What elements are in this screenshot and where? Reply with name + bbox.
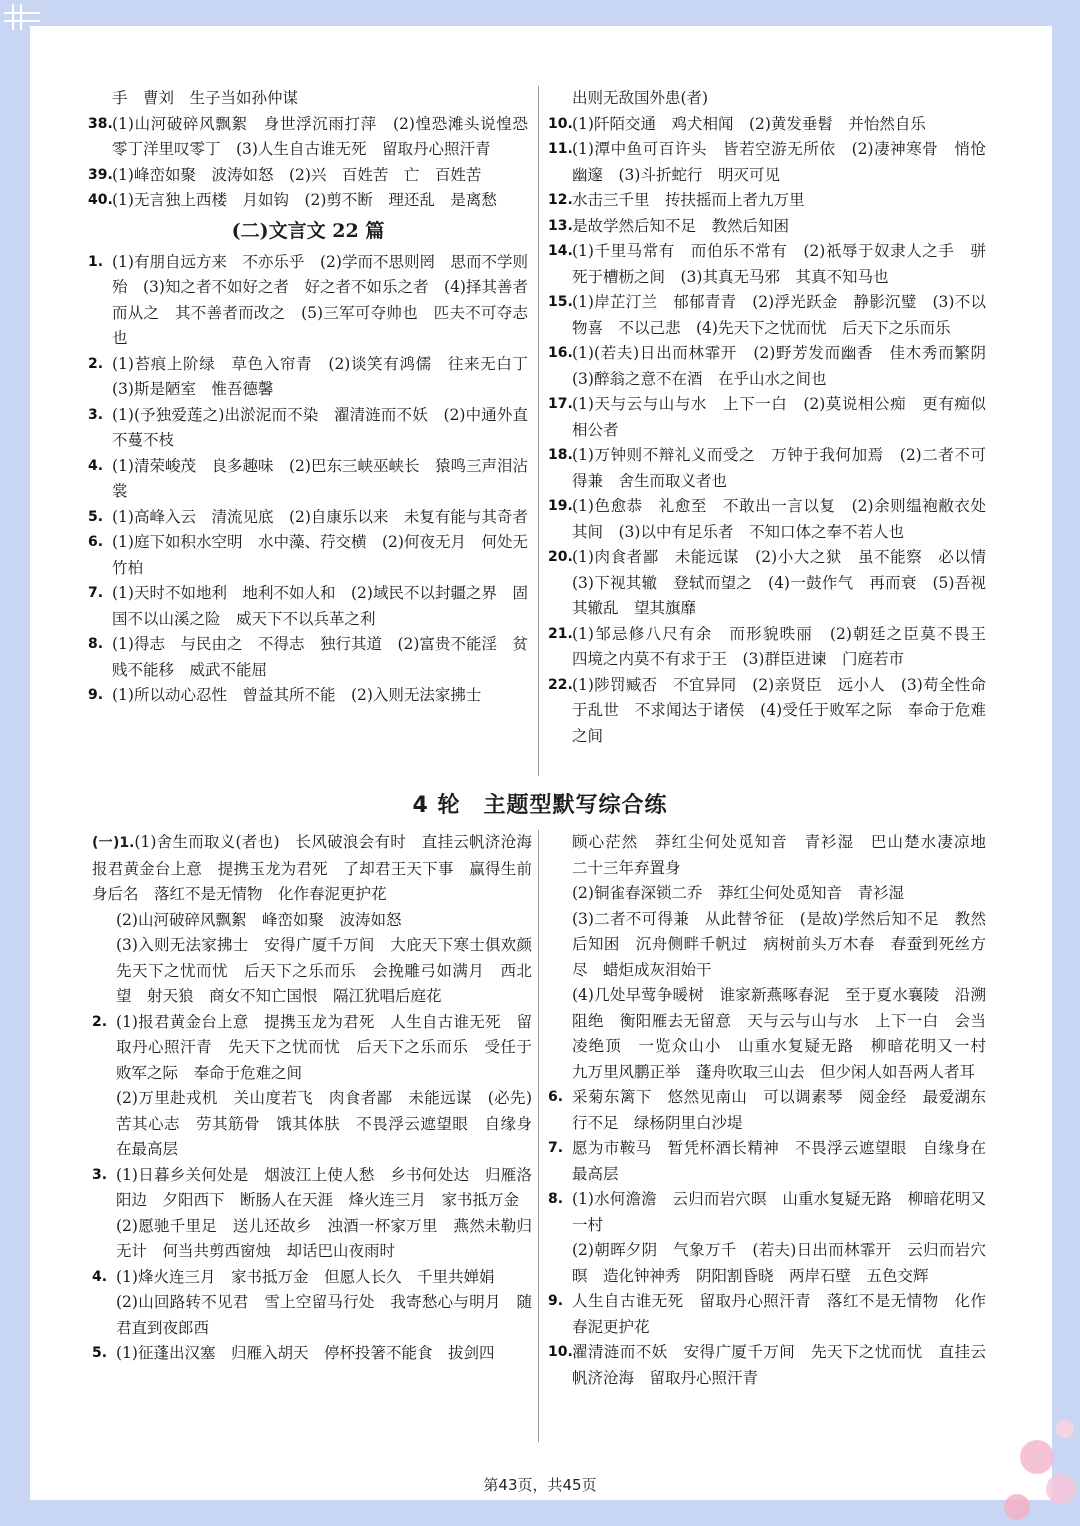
- item-number: 10.: [548, 1344, 573, 1360]
- answer-item: [92, 1265, 532, 1291]
- item-text: (1)山河破碎风飘絮 身世浮沉雨打萍 (2)惶恐滩头说惶恐 零丁洋里叹零丁 (3)人生自古谁无死 留取丹心照汗青: [112, 114, 544, 158]
- answer-item: [548, 239, 986, 290]
- answer-item: [88, 163, 528, 189]
- item-text: (1)色愈恭 礼愈至 不敢出一言以复 (2)余则缊袍敝衣处其间 (3)以中有足乐者 不知口体之奉不若人也: [572, 497, 986, 541]
- item-text: 愿为市鞍马 暂凭杯酒长精神 不畏浮云遮望眼 自缘身在最高层: [572, 1139, 986, 1183]
- item-text: 濯清涟而不妖 安得广厦千万间 先天下之忧而忧 直挂云帆济沧海 留取丹心照汗青: [572, 1343, 986, 1387]
- item-text: (2)万里赴戎机 关山度若飞 肉食者鄙 未能远谋 (必先)苦其心志 劳其筋骨 饿其体肤 不畏浮云遮望眼 自缘身在最高层: [116, 1089, 532, 1158]
- item-number: 20.: [548, 549, 573, 565]
- answer-item: [548, 137, 986, 188]
- answer-item: [548, 1238, 986, 1289]
- answer-item: [92, 933, 548, 1010]
- answer-item: [548, 545, 1002, 622]
- item-text: (1)烽火连三月 家书抵万金 但愿人长久 千里共婵娟: [116, 1267, 495, 1286]
- page-footer: 第43页，共45页: [483, 1476, 597, 1494]
- item-number: 11.: [548, 141, 573, 157]
- item-text: (1)庭下如积水空明 水中藻、荇交横 (2)何夜无月 何处无竹柏: [112, 533, 528, 577]
- answer-item: [92, 908, 532, 934]
- item-text: (1)潭中鱼可百许头 皆若空游无所依 (2)凄神寒骨 悄怆幽邃 (3)斗折蛇行 明灭可见: [572, 140, 986, 184]
- item-number: 14.: [548, 243, 573, 259]
- item-text: (1)陟罚臧否 不宜异同 (2)亲贤臣 远小人 (3)苟全性命于乱世 不求闻达于诸侯 (4)受任于败军之际 奉命于危难之间: [572, 675, 986, 745]
- answer-item: [92, 1290, 532, 1341]
- answer-item: [92, 1086, 532, 1163]
- answer-item: [88, 683, 528, 709]
- item-text: (1)(予独爱莲之)出淤泥而不染 濯清涟而不妖 (2)中通外直 不蔓不枝: [112, 405, 544, 449]
- answer-item: [548, 881, 986, 907]
- item-text: (1)苔痕上阶绿 草色入帘青 (2)谈笑有鸿儒 往来无白丁 (3)斯是陋室 惟吾德馨: [112, 354, 544, 398]
- item-text: 是故学然后知不足 教然后知困: [572, 216, 790, 235]
- answer-item: [548, 1085, 986, 1136]
- item-number: 1.: [88, 253, 104, 270]
- item-text: (3)二者不可得兼 从此替爷征 (是故)学然后知不足 教然后知困 沉舟侧畔千帆过 病树前头万木春 春蚕到死丝方尽 蜡炬成灰泪始干: [572, 909, 986, 979]
- item-text: (1)万钟则不辩礼义而受之 万钟于我何加焉 (2)二者不可得兼 舍生而取义者也: [572, 446, 986, 490]
- item-text: (1)所以动心忍性 曾益其所不能 (2)入则无法家拂士: [112, 686, 482, 704]
- item-text: (1)岸芷汀兰 郁郁青青 (2)浮光跃金 静影沉璧 (3)不以物喜 不以己悲 (4)先天下之忧而忧 后天下之乐而乐: [572, 293, 986, 337]
- item-text: (1)肉食者鄙 未能远谋 (2)小大之狱 虽不能察 必以情 (3)下视其辙 登轼而望之 (4)一鼓作气 再而衰 (5)吾视其辙乱 望其旗靡: [572, 548, 1002, 617]
- section-title: (二)文言文 22 篇: [231, 219, 385, 242]
- item-number: 6.: [548, 1089, 564, 1105]
- answer-item: [88, 188, 528, 214]
- answer-item: [92, 1214, 532, 1265]
- flower-decoration: [1020, 1440, 1054, 1474]
- item-text: (2)朝晖夕阴 气象万千 (若夫)日出而林霏开 云归而岩穴暝 造化钟神秀 阴阳割昏晓 两岸石壁 五色交辉: [572, 1241, 986, 1285]
- item-text: (1)报君黄金台上意 提携玉龙为君死 人生自古谁无死 留取丹心照汗青 先天下之忧而忧 后天下之乐而乐 受任于败军之际 奉命于危难之间: [116, 1012, 532, 1082]
- answer-item: [88, 250, 528, 352]
- answer-item: [548, 112, 986, 138]
- item-number: 22.: [548, 676, 573, 693]
- flower-decoration: [1056, 1420, 1074, 1438]
- answer-item: [548, 1136, 986, 1187]
- item-text: (2)山回路转不见君 雪上空留马行处 我寄愁心与明月 随君直到夜郎西: [116, 1293, 532, 1337]
- answer-item: [88, 403, 544, 454]
- answer-item: [548, 290, 986, 341]
- continued-line: 出则无敌国外患(者): [572, 89, 709, 107]
- item-number: 6.: [88, 534, 104, 550]
- item-text: 顾心茫然 莽红尘何处觅知音 青衫湿 巴山楚水凄凉地 二十三年弃置身: [572, 833, 1002, 877]
- item-number: 3.: [88, 406, 104, 423]
- answer-item: [88, 530, 528, 581]
- item-number: 8.: [88, 636, 104, 652]
- item-text: (1)舍生而取义(者也) 长风破浪会有时 直挂云帆济沧海 报君黄金台上意 提携玉龙为君死 了却君王天下事 赢得生前身后名 落红不是无情物 化作春泥更护花: [92, 833, 548, 903]
- flower-decoration: [1004, 1494, 1030, 1520]
- answer-item: [548, 983, 1002, 1085]
- round-title: 4 轮 主题型默写综合练: [412, 793, 668, 818]
- answer-item: [548, 830, 1002, 881]
- item-number: 16.: [548, 345, 573, 361]
- answer-item: [548, 1340, 986, 1391]
- item-text: (1)千里马常有 而伯乐不常有 (2)祇辱于奴隶人之手 骈死于槽枥之间 (3)其真无马邪 其真不知马也: [572, 242, 986, 286]
- item-number: 12.: [548, 192, 573, 208]
- answer-item: [88, 505, 528, 531]
- answer-item: [548, 1289, 986, 1340]
- item-number: 39.: [88, 166, 113, 183]
- item-number: 7.: [548, 1140, 564, 1156]
- answer-item: [88, 352, 544, 403]
- item-text: (4)几处早莺争暖树 谁家新燕啄春泥 至于夏水襄陵 沿溯阻绝 衡阳雁去无留意 天与云与山与水 上下一白 会当凌绝顶 一览众山小 山重水复疑无路 柳暗花明又一村 九万里风鹏正举 蓬舟吹取三山去 但少闲人如吾两人者耳: [572, 986, 1002, 1081]
- item-text: (1)清荣峻茂 良多趣味 (2)巴东三峡巫峡长 猿鸣三声泪沾裳: [112, 456, 528, 500]
- item-number: 5.: [88, 508, 104, 525]
- answer-item: [548, 907, 986, 984]
- item-number: 7.: [88, 585, 104, 601]
- item-text: (1)得志 与民由之 不得志 独行其道 (2)富贵不能淫 贫贱不能移 威武不能屈: [112, 635, 528, 679]
- item-number: (一)1.: [92, 835, 135, 851]
- item-text: 人生自古谁无死 留取丹心照汗青 落红不是无情物 化作春泥更护花: [572, 1292, 986, 1336]
- item-number: 4.: [88, 457, 104, 474]
- answer-item: [548, 188, 986, 214]
- item-text: 采菊东篱下 悠然见南山 可以调素琴 阅金经 最爱湖东行不足 绿杨阴里白沙堤: [572, 1088, 986, 1132]
- item-number: 2.: [88, 355, 104, 372]
- item-text: (1)高峰入云 清流见底 (2)自康乐以来 未复有能与其奇者: [112, 507, 528, 526]
- item-text: (1)天与云与山与水 上下一白 (2)莫说相公痴 更有痴似相公者: [572, 395, 986, 439]
- item-number: 40.: [88, 192, 113, 208]
- item-text: (1)水何澹澹 云归而岩穴暝 山重水复疑无路 柳暗花明又一村: [572, 1190, 986, 1234]
- answer-item: [548, 673, 986, 750]
- item-number: 3.: [92, 1166, 108, 1183]
- item-number: 19.: [548, 498, 573, 514]
- answer-item: [548, 494, 986, 545]
- bottom-left-column: [92, 830, 548, 1367]
- item-text: (1)峰峦如聚 波涛如怒 (2)兴 百姓苦 亡 百姓苦: [112, 165, 482, 184]
- item-text: (1)天时不如地利 地利不如人和 (2)域民不以封疆之界 固国不以山溪之险 威天下不以兵革之利: [112, 584, 528, 628]
- item-number: 4.: [92, 1268, 108, 1285]
- answer-item: [92, 830, 548, 908]
- bottom-right-column: [548, 830, 1002, 1391]
- item-text: (2)愿驰千里足 送儿还故乡 浊酒一杯家万里 燕然未勒归无计 何当共剪西窗烛 却话巴山夜雨时: [116, 1216, 532, 1260]
- answer-item: [92, 1010, 532, 1087]
- answer-item: [548, 341, 1002, 392]
- answer-item: [88, 454, 528, 505]
- item-number: 38.: [88, 115, 113, 132]
- answer-item: [548, 622, 1002, 673]
- answer-item: [548, 214, 986, 240]
- item-number: 13.: [548, 217, 573, 234]
- item-number: 9.: [548, 1293, 564, 1309]
- item-number: 21.: [548, 625, 573, 642]
- answer-item: [88, 581, 528, 632]
- item-text: (1)邹忌修八尺有余 而形貌昳丽 (2)朝廷之臣莫不畏王 四境之内莫不有求于王 (3)群臣进谏 门庭若市: [572, 624, 1002, 668]
- item-text: (1)阡陌交通 鸡犬相闻 (2)黄发垂髫 并怡然自乐: [572, 114, 926, 133]
- item-text: (1)征蓬出汉塞 归雁入胡天 停杯投箸不能食 拔剑四: [116, 1344, 495, 1362]
- answer-item: [548, 1187, 986, 1238]
- item-text: (1)(若夫)日出而林霏开 (2)野芳发而幽香 佳木秀而繁阴 (3)醉翁之意不在酒 在乎山水之间也: [572, 344, 1002, 388]
- answer-item: [548, 443, 986, 494]
- item-number: 15.: [548, 294, 573, 310]
- column-divider: [538, 830, 539, 1442]
- answer-item: [88, 112, 544, 163]
- continued-line: 手 曹刘 生子当如孙仲谋: [112, 89, 299, 107]
- answer-item: [88, 632, 528, 683]
- column-divider: [538, 86, 539, 776]
- item-text: (2)山河破碎风飘絮 峰峦如聚 波涛如怒: [116, 910, 402, 929]
- item-number: 5.: [92, 1345, 108, 1361]
- item-number: 18.: [548, 447, 573, 463]
- top-right-column: [548, 86, 1002, 749]
- item-number: 9.: [88, 687, 104, 703]
- item-text: (3)入则无法家拂士 安得广厦千万间 大庇天下寒士俱欢颜 先天下之忧而忧 后天下之乐而乐 会挽雕弓如满月 西北望 射天狼 商女不知亡国恨 隔江犹唱后庭花: [116, 936, 548, 1005]
- item-text: (1)有朋自远方来 不亦乐乎 (2)学而不思则罔 思而不学则殆 (3)知之者不如好之者 好之者不如乐之者 (4)择其善者而从之 其不善者而改之 (5)三军可夺帅也 匹夫不可夺志也: [112, 252, 528, 347]
- item-text: (2)铜雀春深锁二乔 莽红尘何处觅知音 青衫湿: [572, 884, 904, 902]
- answer-item: [92, 1341, 532, 1367]
- item-text: (1)日暮乡关何处是 烟波江上使人愁 乡书何处达 归雁洛阳边 夕阳西下 断肠人在天涯 烽火连三月 家书抵万金: [116, 1165, 532, 1209]
- item-number: 2.: [92, 1013, 108, 1030]
- answer-item: [92, 1163, 532, 1214]
- item-number: 8.: [548, 1191, 564, 1207]
- item-number: 10.: [548, 115, 573, 132]
- item-text: 水击三千里 抟扶摇而上者九万里: [572, 191, 805, 209]
- answer-item: [548, 392, 986, 443]
- item-text: (1)无言独上西楼 月如钩 (2)剪不断 理还乱 是离愁: [112, 191, 497, 209]
- top-left-column: [88, 86, 544, 709]
- item-number: 17.: [548, 396, 573, 412]
